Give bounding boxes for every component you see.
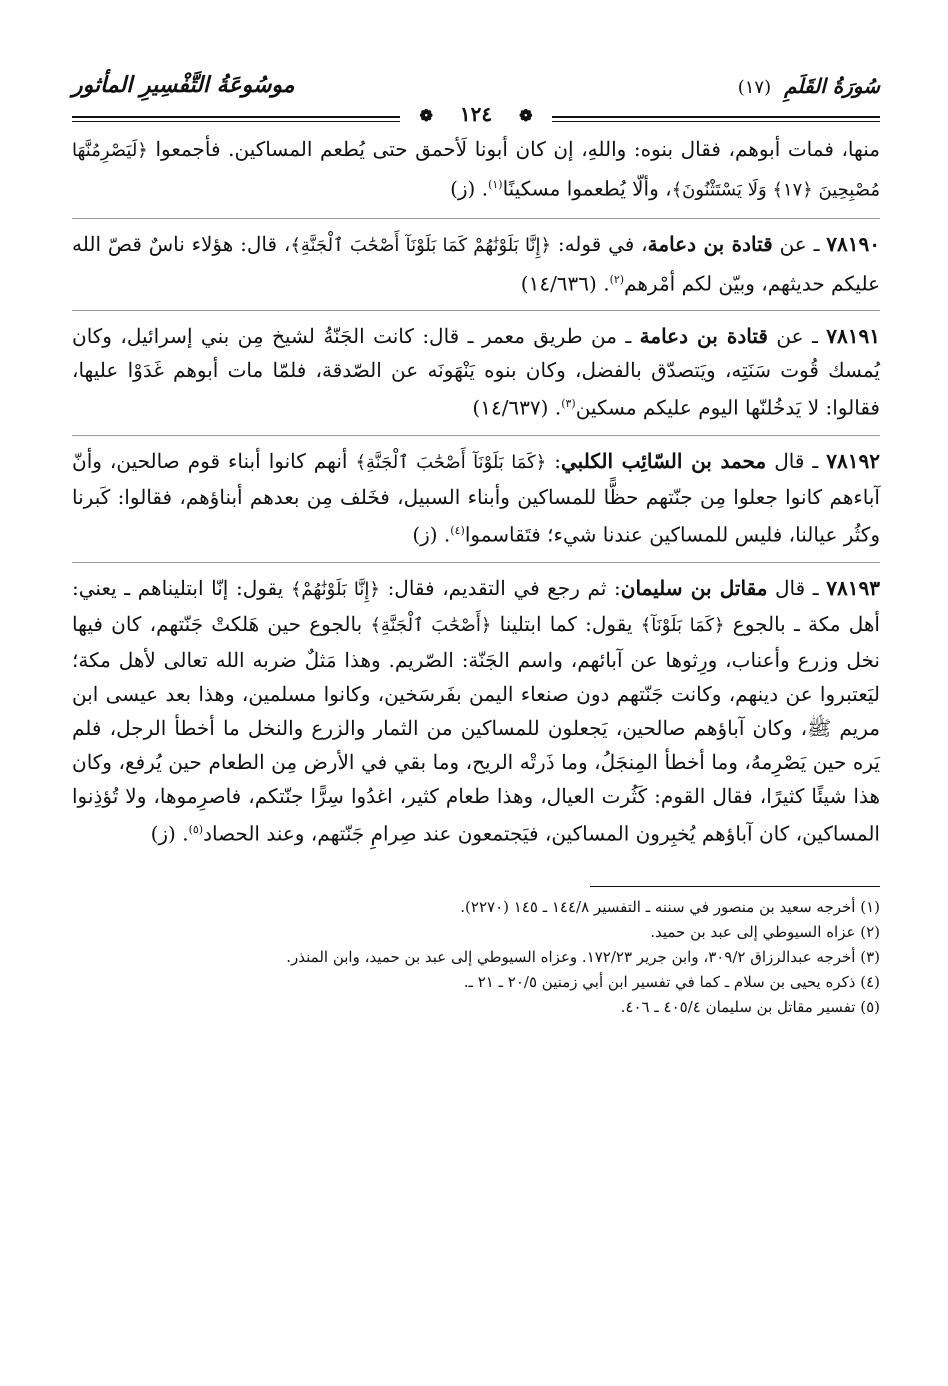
footnote: (٢) عزاه السيوطي إلى عبد بن حميد. <box>650 923 880 942</box>
narrator-name: مقاتل بن سليمان <box>620 575 768 600</box>
text: يقول: كما ابتلينا <box>491 611 641 636</box>
footnotes <box>72 895 880 1020</box>
ornament-icon: ❁ <box>509 106 542 125</box>
paragraph-78192 <box>72 436 880 563</box>
footnote-ref: (٢) <box>609 272 625 286</box>
text: ، وألّا يُطعموا مسكينًا <box>502 176 672 201</box>
surah-title <box>738 74 880 98</box>
page <box>72 66 880 1020</box>
text: ، في قوله: <box>551 231 648 256</box>
text: ـ عن <box>767 324 827 349</box>
text: . (ز) <box>412 522 451 547</box>
quran-quote: ﴿لَيَصْرِمُنَّهَا مُصْبِحِينَ ﴿١٧﴾ وَلَا يَسْتَثْنُونَ﴾ <box>72 140 880 201</box>
text: بالجوع حين هَلكتْ جَنّتهم، كان فيها نخل وزرع وأعناب، ورِثوها عن آبائهم، واسم الجَنّة: الصّريم. وهذا مَثلٌ ضربه الله تعالى لأهل مكة؛ ليَعتبروا عن دينهم، وكانت جَنّتهم دون صنعاء اليمن بفَرسَخين، وكانوا مسلمين، وهذا بعد عيسى ابن مريم ﷺ، وكان آباؤهم صالحين، يَجعلون للمساكين من الثمار والزرع والنخل ما أخطأ الرجل، فلم يَره حين يَصْرِمهُ، وما أخطأ المِنجَلُ، وما ذَرتْه الريح، وما بقي في الأرض مِن الطعام حين يُرفع، وكان هذا شيئًا كثيرًا، فقال القوم: كَثُرت العيال، وهذا طعام كثير، اغدُوا سِرًّا جنّتكم، فاصرِموها، ولا تُؤذِنوا المساكين، كان آباؤهم يُخبِرون المساكين، فيَجتمعون عند صِرامِ جَنّتهم، وعند الحصاد <box>72 611 880 846</box>
text: . (١٤/٦٣٦) <box>520 271 610 296</box>
paragraph-78191 <box>72 311 880 436</box>
narrator-name: محمد بن السّائِب الكلبي <box>561 448 767 473</box>
text: ، قال: هؤلاء ناسٌ قصّ الله عليكم حديثهم، وبيّن لكم أمْرهم <box>72 231 880 296</box>
footnote: (٥) تفسير مقاتل بن سليمان ٤٠٥/٤ ـ ٤٠٦. <box>620 998 880 1017</box>
page-number: ١٢٤ <box>450 102 502 126</box>
footnote-ref: (١) <box>488 178 503 191</box>
entry-number: ٧٨١٩١ <box>826 324 880 349</box>
text: أنهم كانوا أبناء قوم صالحين، وأنّ آباءهم كانوا جعلوا مِن جنّتهم حظًّا للمساكين وأبناء السبيل، فخَلف مِن بعدهم أبناؤهم، فقالوا: كَبرنا وكثُر عيالنا، فليس للمساكين عندنا شيء؛ فتَقاسموا <box>72 448 880 547</box>
footnote: (٣) أخرجه عبدالرزاق ٣٠٩/٢، وابن جرير ١٧٢/٢٣. وعزاه السيوطي إلى عبد بن حميد، وابن المنذر. <box>286 948 880 967</box>
entry-number: ٧٨١٩٣ <box>826 575 880 600</box>
narrator-name: قتادة بن دعامة <box>647 231 773 256</box>
footnote-ref: (٣) <box>561 397 576 411</box>
text: . (ز) <box>150 821 189 846</box>
quran-quote: ﴿كَمَا بَلَوْنَآ﴾ <box>640 614 725 636</box>
entry-number: ٧٨١٩٢ <box>826 448 880 473</box>
ornament-icon: ❁ <box>410 106 443 125</box>
text: : ثم رجع في التقديم، فقال: <box>379 575 621 600</box>
paragraph-78193 <box>72 563 880 861</box>
footnote-ref: (٤) <box>450 523 465 537</box>
footnote-ref: (٥) <box>188 822 204 836</box>
paragraph-continuation <box>72 124 880 219</box>
text: . (١٤/٦٣٧) <box>472 395 562 420</box>
surah-name: سُورَةُ القَلَمِ <box>784 74 880 98</box>
page-number-wrap <box>72 102 880 126</box>
entry-number: ٧٨١٩٠ <box>826 231 880 256</box>
footnote: (١) أخرجه سعيد بن منصور في سننه ـ التفسير ١٤٤/٨ ـ ١٤٥ (٢٢٧٠). <box>460 898 880 917</box>
running-header <box>72 66 880 124</box>
quran-quote: ﴿إِنَّا بَلَوْنَٰهُمْ﴾ <box>290 578 380 600</box>
text: يقول: إنّا ابتليناهم ـ يعني: أهل مكة ـ بالجوع <box>72 575 880 636</box>
footnote: (٤) ذكره يحيى بن سلام ـ كما في تفسير ابن أبي زمنين ٢٠/٥ ـ ٢١ ـ. <box>463 973 880 992</box>
surah-number: (١٧) <box>737 77 772 98</box>
text: ـ عن <box>772 231 827 256</box>
paragraph-78190 <box>72 219 880 312</box>
footnote-separator <box>590 886 880 887</box>
quran-quote: ﴿أَصْحَٰبَ ٱلْجَنَّةِ﴾ <box>370 614 492 636</box>
quran-quote: ﴿كَمَا بَلَوْنَآ أَصْحَٰبَ ٱلْجَنَّةِ﴾ <box>355 451 547 473</box>
main-text <box>72 124 880 860</box>
text: ـ قال <box>767 575 827 600</box>
book-title: موسُوعَةُ التَّفْسِيرِ المأثور <box>72 72 295 98</box>
text: . (ز) <box>450 176 489 201</box>
text: ـ قال <box>766 448 827 473</box>
text: منها، فمات أبوهم، فقال بنوه: واللهِ، إن كان أبونا لَأحمق حتى يُطعم المساكين. فأجمعوا <box>155 137 880 161</box>
text: ـ من طريق معمر ـ قال: كانت الجَنّةُ لشيخ مِن بني إسرائيل، وكان يُمسك قُوت سَنَتِه، ويَتصدّق بالفضل، وكان بنوه يَنْهَونَه عن الصّدقة، فلمّا مات أبوهم غَدَوْا عليها، فقالوا: لا يَدخُلنّها اليوم عليكم مسكين <box>72 324 880 420</box>
narrator-name: قتادة بن دعامة <box>639 324 768 349</box>
text: : <box>546 448 562 473</box>
quran-quote: ﴿إِنَّا بَلَوْنَٰهُمْ كَمَا بَلَوْنَآ أَصْحَٰبَ ٱلْجَنَّةِ﴾ <box>290 234 552 256</box>
